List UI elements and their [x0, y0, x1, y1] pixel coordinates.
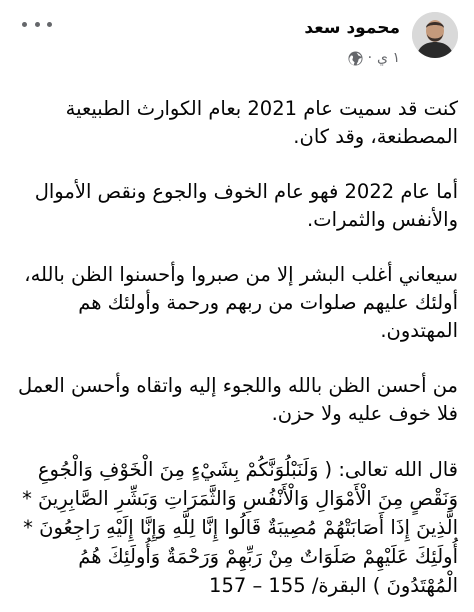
- post-paragraph: من أحسن الظن بالله واللجوء إليه واتقاه وأحسن العمل فلا خوف عليه ولا حزن.: [18, 374, 458, 425]
- post-paragraph: كنت قد سميت عام 2021 بعام الكوارث الطبيعية المصطنعة، وقد كان.: [65, 97, 458, 148]
- globe-icon: [348, 51, 363, 66]
- menu-dot: [47, 22, 52, 27]
- post-paragraph: سيعاني أغلب البشر إلا من صبروا وأحسنوا الظن بالله، أولئك عليهم صلوات من ربهم ورحمة وأولئك هم المهتدون.: [24, 263, 458, 342]
- meta-separator: ·: [367, 50, 373, 66]
- post-paragraph: أما عام 2022 فهو عام الخوف والجوع ونقص الأموال والأنفس والثمرات.: [34, 180, 458, 231]
- avatar[interactable]: [412, 12, 458, 58]
- quran-verse: قال الله تعالى: ( وَلَنَبْلُوَنَّكُمْ بِشَيْءٍ مِنَ الْخَوْفِ وَالْجُوعِ وَنَقْصٍ مِنَ الْأَمْوَالِ وَالْأَنْفُسِ وَالثَّمَرَاتِ وَبَشِّرِ الصَّابِرِينَ * الَّذِينَ إِذَا أَصَابَتْهُمْ مُصِيبَةٌ قَالُوا إِنَّا لِلَّهِ وَإِنَّا إِلَيْهِ رَاجِعُونَ * أُولَئِكَ عَلَيْهِمْ صَلَوَاتٌ مِنْ رَبِّهِمْ وَرَحْمَةٌ وَأُولَئِكَ هُمُ الْمُهْتَدُونَ ) البقرة/ 155 – 157: [22, 458, 458, 597]
- avatar-image: [412, 12, 458, 58]
- menu-dot: [35, 22, 40, 27]
- post-header: [0, 0, 474, 82]
- menu-dot: [22, 22, 27, 27]
- author-name[interactable]: محمود سعد: [304, 18, 400, 38]
- more-options-icon[interactable]: [22, 14, 52, 34]
- post-time[interactable]: ١ ي: [377, 50, 400, 66]
- post-meta: [348, 50, 400, 66]
- post-body: [16, 95, 458, 600]
